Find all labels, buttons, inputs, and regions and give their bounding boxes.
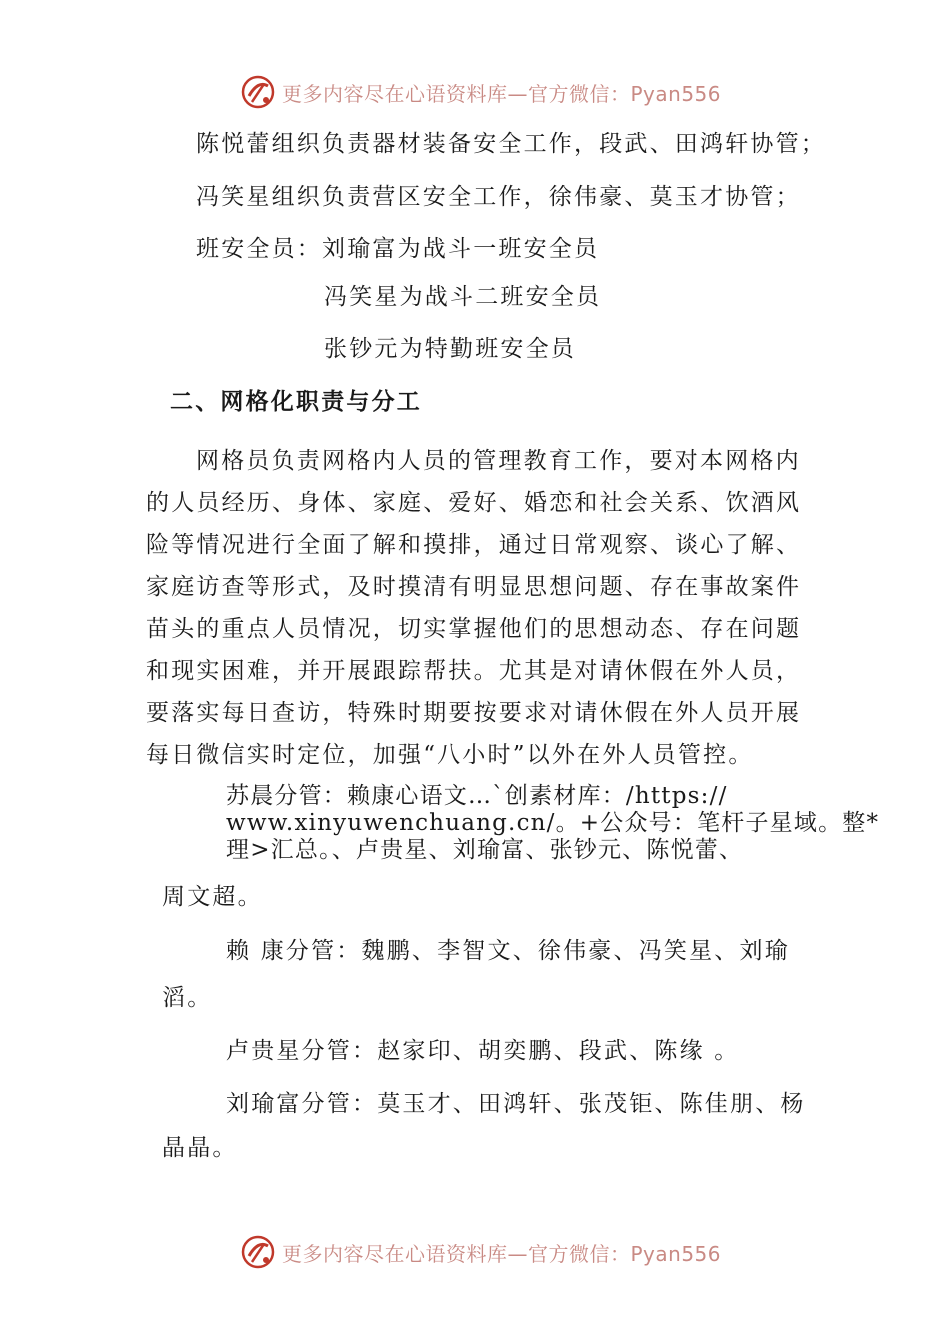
assignment-line: 理>汇总。、卢贵星、刘瑜富、张钞元、陈悦蕾、 [226,837,744,863]
section-heading: 二、网格化职责与分工 [170,389,422,415]
paragraph-line: 险等情况进行全面了解和摸排，通过日常观察、谈心了解、 [146,532,802,558]
assignment-line: 周文超。 [162,884,263,910]
assignment-line: 晶晶。 [162,1135,238,1161]
text-line: 陈悦蕾组织负责器材装备安全工作，段武、田鸿轩协管； [196,131,826,157]
paragraph-line: 和现实困难，并开展跟踪帮扶。尤其是对请休假在外人员， [146,658,802,684]
text-line: 冯笑星为战斗二班安全员 [324,284,602,310]
paragraph-line: 要落实每日查访，特殊时期要按要求对请休假在外人员开展 [146,700,802,726]
paragraph-line: 每日微信实时定位，加强“八小时”以外在外人员管控。 [146,742,754,768]
paragraph-line: 网格员负责网格内人员的管理教育工作，要对本网格内 [196,448,801,474]
assignment-line: 卢贵星分管：赵家印、胡奕鹏、段武、陈缘 。 [226,1038,740,1064]
brand-logo-icon [240,74,276,110]
watermark-footer [240,1232,721,1272]
watermark-text: 更多内容尽在心语资料库—官方微信：Pyan556 [282,1241,722,1266]
text-line: 张钞元为特勤班安全员 [324,336,576,362]
paragraph-line: 家庭访查等形式，及时摸清有明显思想问题、存在事故案件 [146,574,802,600]
assignment-line: 刘瑜富分管：莫玉才、田鸿轩、张茂钜、陈佳朋、杨 [226,1091,806,1117]
watermark-header [240,72,721,112]
assignment-line: 苏晨分管：赖康心语文…`创素材库：/https:// [226,783,728,809]
watermark-text: 更多内容尽在心语资料库—官方微信：Pyan556 [282,81,722,106]
brand-logo-icon [240,1234,276,1270]
assignment-line: 滔。 [162,985,213,1011]
assignment-line: 赖 康分管：魏鹏、李智文、徐伟豪、冯笑星、刘瑜 [226,938,790,964]
text-line: 冯笑星组织负责营区安全工作，徐伟豪、莫玉才协管； [196,184,801,210]
assignment-line: www.xinyuwenchuang.cn/。+公众号：笔杆子星域。整* [226,810,880,836]
paragraph-line: 苗头的重点人员情况，切实掌握他们的思想动态、存在问题 [146,616,802,642]
text-line: 班安全员：刘瑜富为战斗一班安全员 [196,236,600,262]
paragraph-line: 的人员经历、身体、家庭、爱好、婚恋和社会关系、饮酒风 [146,490,802,516]
